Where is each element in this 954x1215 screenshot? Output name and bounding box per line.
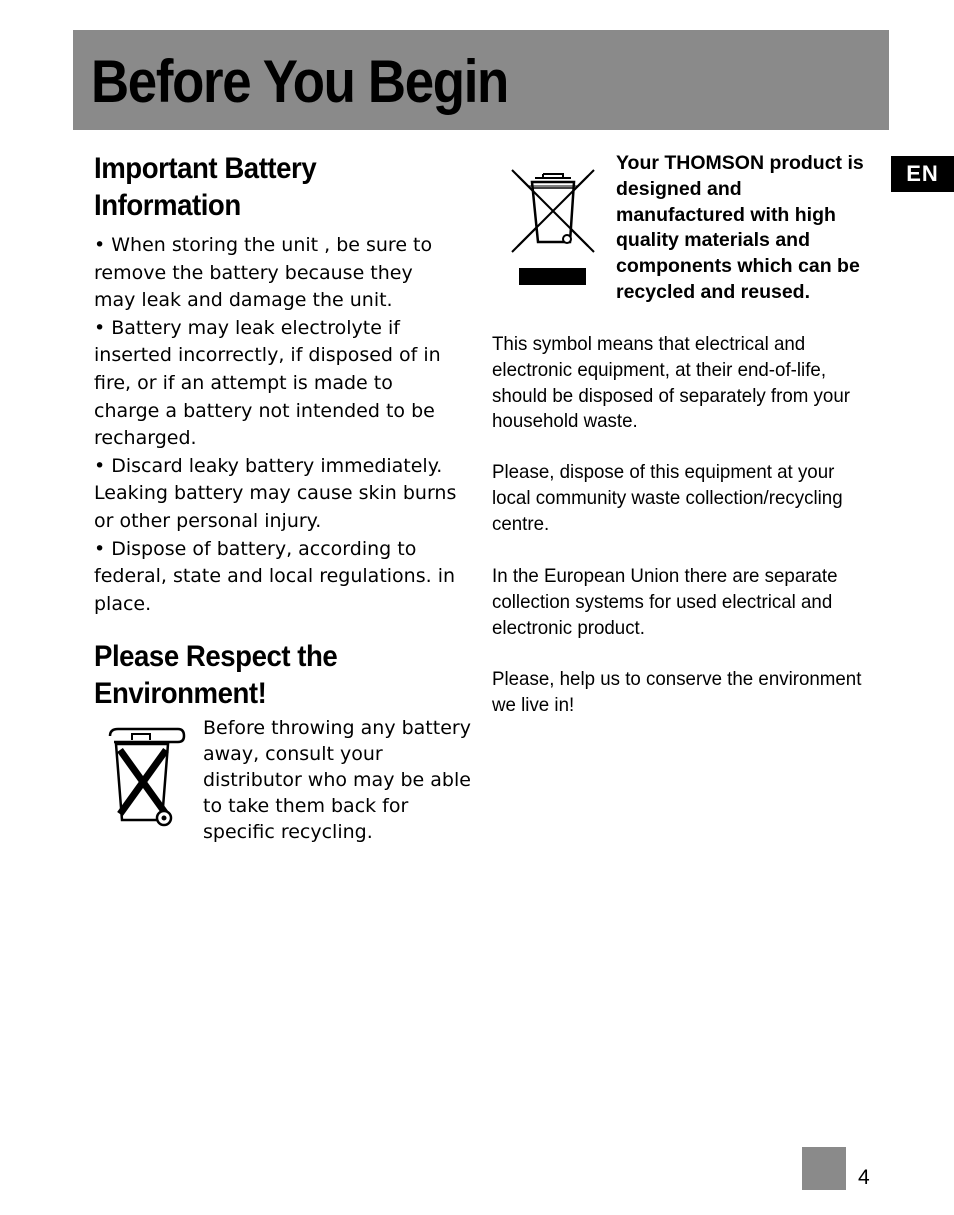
weee-paragraph-conserve: Please, help us to conserve the environment we live in! bbox=[492, 668, 862, 716]
battery-heading-line1: Important Battery bbox=[94, 152, 317, 185]
battery-paragraph: • When storing the unit , be sure to remove the battery because they may leak and damage the unit. bbox=[94, 234, 433, 312]
weee-intro-text: Your THOMSON product is designed and manufactured with high quality materials and components which can be recycled and reused. bbox=[616, 152, 864, 303]
battery-paragraph: • Discard leaky battery immediately. Leaking battery may cause skin burns or other personal injury. bbox=[94, 454, 457, 532]
page-marker-box bbox=[802, 1147, 846, 1190]
title-bar bbox=[73, 30, 889, 130]
battery-heading-line2: Information bbox=[94, 189, 241, 222]
environment-heading-line1: Please Respect the bbox=[94, 640, 338, 673]
battery-info-text bbox=[94, 232, 459, 618]
language-tab: EN bbox=[891, 156, 954, 192]
battery-heading bbox=[94, 150, 316, 224]
environment-heading bbox=[94, 638, 337, 712]
environment-heading-line2: Environment! bbox=[94, 677, 267, 710]
page-title: Before You Begin bbox=[91, 48, 508, 115]
weee-paragraph-dispose: Please, dispose of this equipment at your local community waste collection/recycling centre. bbox=[492, 461, 843, 535]
battery-paragraph: • Battery may leak electrolyte if inserted incorrectly, if disposed of in fire, or if an attempt is made to charge a battery not intended to be recharged. bbox=[94, 316, 441, 450]
weee-paragraph-eu-collection: In the European Union there are separate collection systems for used electrical and electronic product. bbox=[492, 565, 838, 639]
weee-crossed-bin-icon bbox=[508, 166, 600, 288]
battery-paragraph: • Dispose of battery, according to federal, state and local regulations. in place. bbox=[94, 537, 456, 615]
recycling-advice-text: Before throwing any battery away, consult your distributor who may be able to take them back for specific recycling. bbox=[203, 717, 471, 843]
weee-paragraph-symbol-meaning: This symbol means that electrical and electronic equipment, at their end-of-life, should be disposed of separately from your household waste. bbox=[492, 333, 850, 433]
crossed-out-wheelie-bin-icon bbox=[104, 726, 188, 828]
page-number: 4 bbox=[858, 1166, 870, 1189]
